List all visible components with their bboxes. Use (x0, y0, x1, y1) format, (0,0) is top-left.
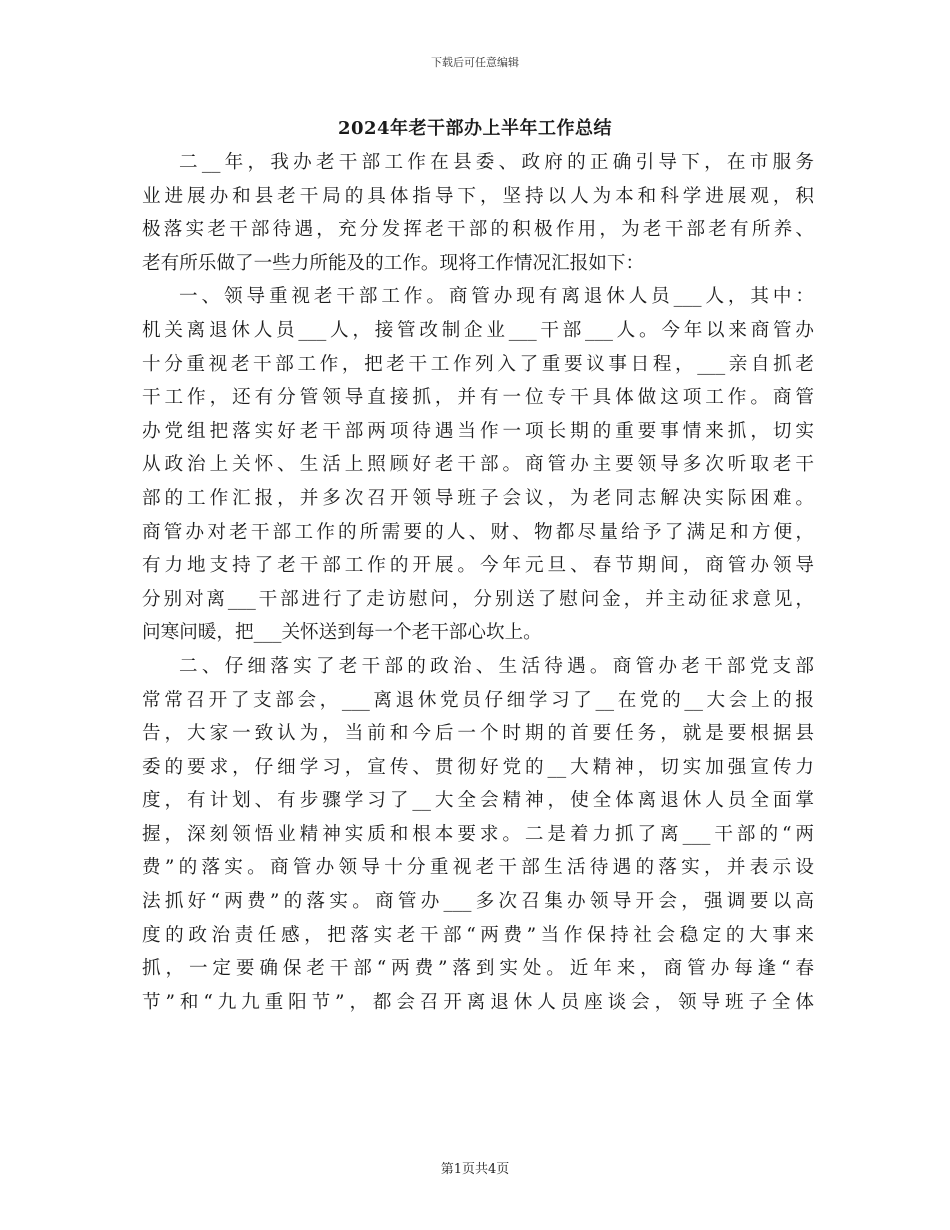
header-note: 下载后可任意编辑 (431, 56, 519, 69)
text-line: 告，大家一致认为，当前和今后一个时期的首要任务，就是要根据县 (142, 723, 814, 745)
document-title: 2024年老干部办上半年工作总结 (337, 118, 613, 139)
text-line: 二、仔细落实了老干部的政治、生活待遇。商管办老干部党支部 (179, 655, 814, 677)
text-line: 干工作，还有分管领导直接抓，并有一位专干具体做这项工作。商管 (142, 387, 814, 409)
text-line: 分别对离___干部进行了走访慰问，分别送了慰问金，并主动征求意见， (142, 588, 814, 610)
text-line: 抓，一定要确保老干部“两费”落到实处。近年来，商管办每逢“春 (142, 958, 814, 980)
text-line: 法抓好“两费”的落实。商管办___多次召集办领导开会，强调要以高 (142, 891, 814, 913)
text-line: 有力地支持了老干部工作的开展。今年元旦、春节期间，商管办领导 (142, 555, 814, 577)
text-line: 度，有计划、有步骤学习了__大全会精神，使全体离退休人员全面掌 (142, 790, 814, 812)
text-line: 十分重视老干部工作，把老干工作列入了重要议事日程，___亲自抓老 (142, 353, 814, 375)
text-line: 极落实老干部待遇，充分发挥老干部的积极作用，为老干部老有所养、 (142, 219, 814, 241)
page-number: 第1页共4页 (440, 1162, 510, 1177)
text-line: 机关离退休人员___人，接管改制企业___干部___人。今年以来商管办 (142, 319, 814, 341)
text-line: 握，深刻领悟业精神实质和根本要求。二是着力抓了离___干部的“两 (142, 823, 814, 845)
text-line: 节”和“九九重阳节”，都会召开离退休人员座谈会，领导班子全体 (142, 991, 814, 1013)
text-line: 一、领导重视老干部工作。商管办现有离退休人员___人，其中： (179, 286, 814, 308)
text-line: 业进展办和县老干局的具体指导下，坚持以人为本和科学进展观，积 (142, 185, 814, 207)
text-line: 商管办对老干部工作的所需要的人、财、物都尽量给予了满足和方便， (142, 521, 814, 543)
text-line: 费”的落实。商管办领导十分重视老干部生活待遇的落实，并表示设 (142, 857, 814, 879)
text-line: 二__年，我办老干部工作在县委、政府的正确引导下，在市服务 (179, 152, 814, 173)
text-line: 办党组把落实好老干部两项待遇当作一项长期的重要事情来抓，切实 (142, 420, 814, 442)
text-line: 度的政治责任感，把落实老干部“两费”当作保持社会稳定的大事来 (142, 924, 814, 946)
text-line: 问寒问暖，把___关怀送到每一个老干部心坎上。 (142, 622, 542, 644)
text-line: 老有所乐做了一些力所能及的工作。现将工作情况汇报如下： (142, 252, 645, 274)
document-body (142, 146, 814, 1019)
text-line: 部的工作汇报，并多次召开领导班子会议，为老同志解决实际困难。 (142, 487, 814, 509)
text-line: 从政治上关怀、生活上照顾好老干部。商管办主要领导多次听取老干 (142, 454, 814, 476)
text-line: 常常召开了支部会，___离退休党员仔细学习了__在党的__大会上的报 (142, 689, 814, 711)
text-line: 委的要求，仔细学习，宣传、贯彻好党的__大精神，切实加强宣传力 (142, 756, 814, 778)
